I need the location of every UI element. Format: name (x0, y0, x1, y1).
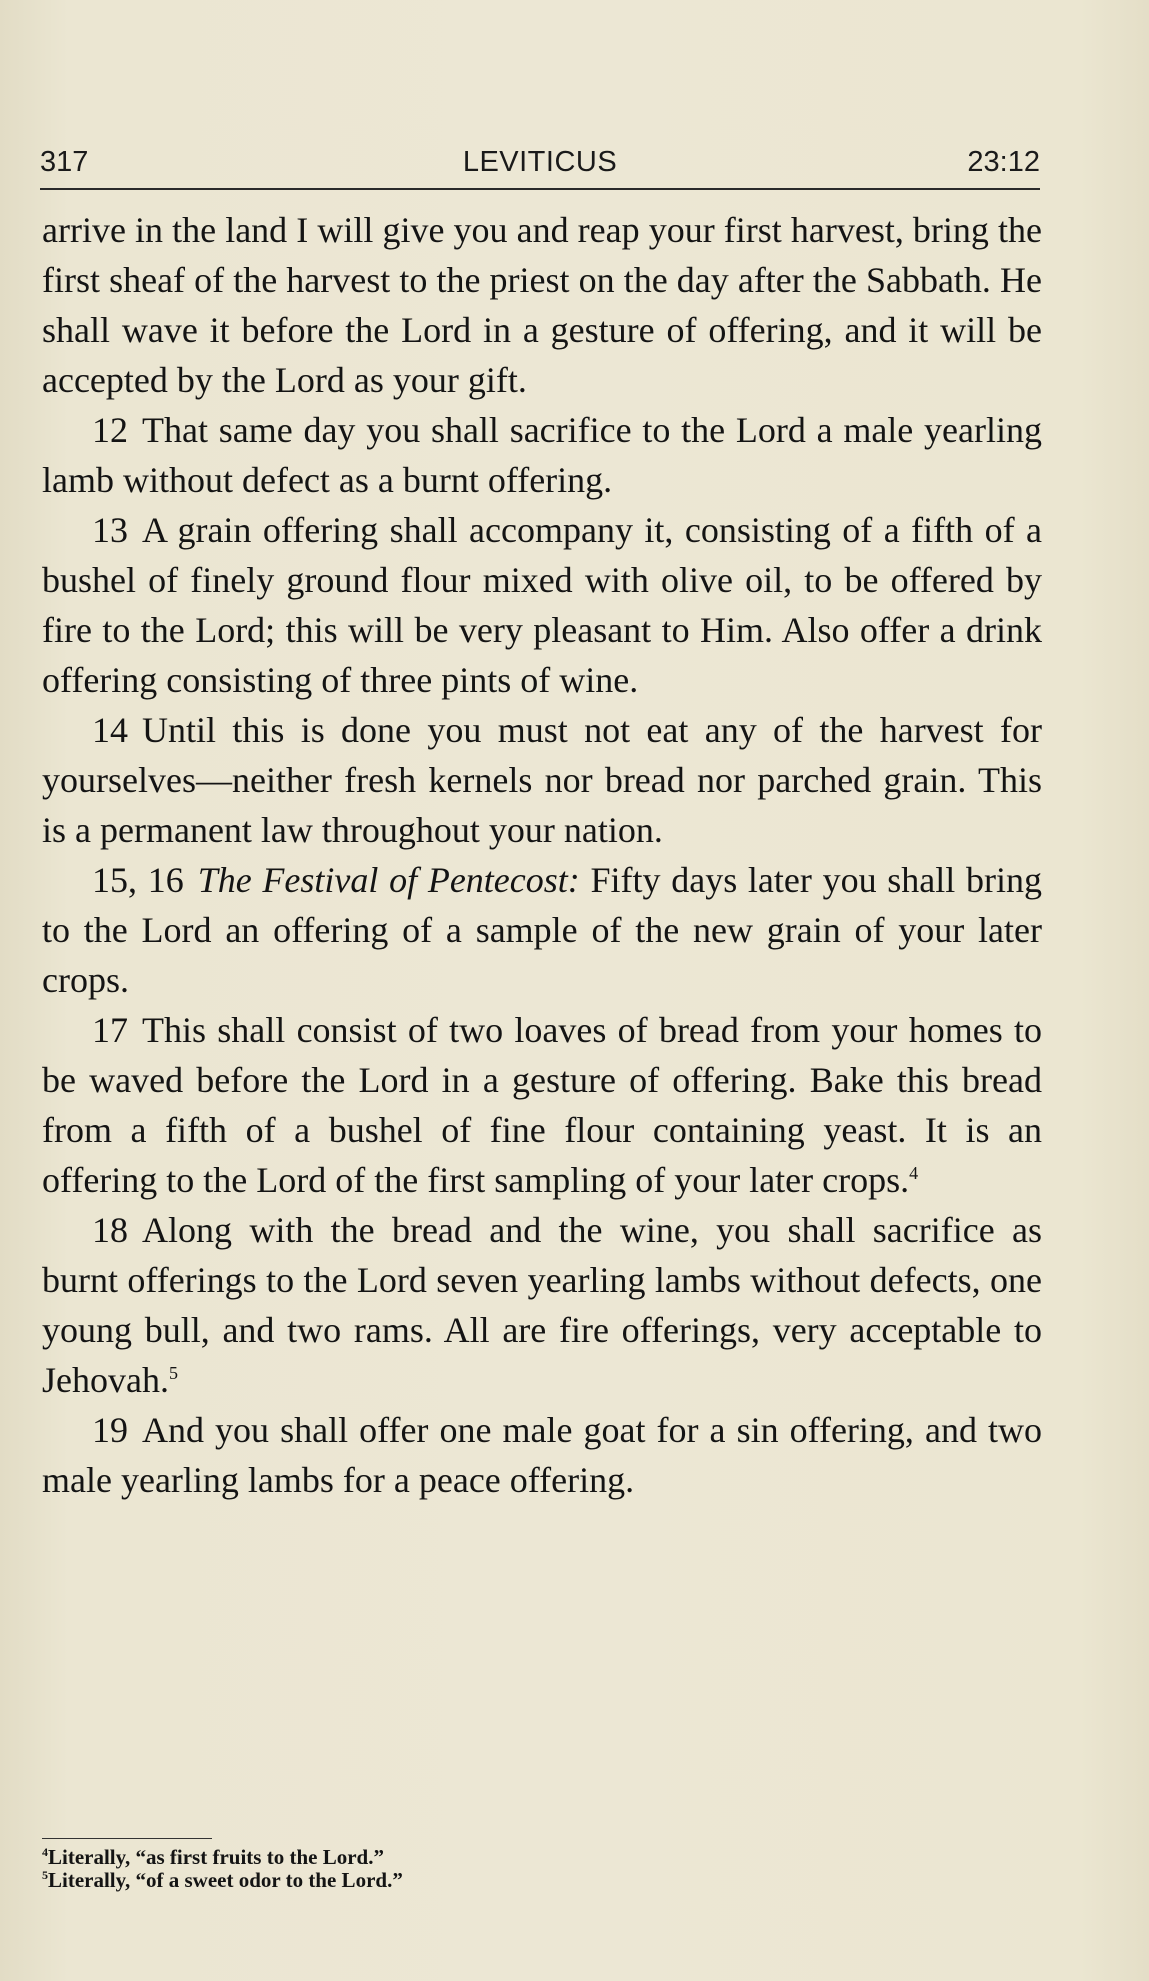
section-heading: The Festival of Pentecost: (197, 860, 580, 900)
verse-number: 13 (92, 510, 128, 550)
verse-14 (42, 705, 1042, 855)
footnote-5 (42, 1869, 942, 1892)
verse-17 (42, 1005, 1042, 1205)
footnote-rule (42, 1838, 212, 1839)
verse-number: 19 (92, 1410, 128, 1450)
verse-text: And you shall offer one male goat for a sin offering, and two male yearling lambs for a peace offering. (42, 1410, 1042, 1500)
continued-paragraph (42, 205, 1042, 405)
footnote-4 (42, 1846, 942, 1869)
footnote-number: 4 (42, 1845, 48, 1859)
footnotes (42, 1846, 942, 1892)
verse-number: 12 (92, 410, 128, 450)
footnote-text: Literally, “of a sweet odor to the Lord.” (48, 1868, 403, 1892)
page-number: 317 (40, 146, 89, 178)
verse-19 (42, 1405, 1042, 1505)
verse-text: Fifty days later you shall bring to the Lord an offering of a sample of the new grain of your later crops. (42, 860, 1042, 1000)
verse-13 (42, 505, 1042, 705)
verse-text: Until this is done you must not eat any of the harvest for yourselves—neither fresh kernels nor bread nor parched grain. This is a permanent law throughout your nation. (42, 710, 1042, 850)
verse-number: 14 (92, 710, 128, 750)
footnote-marker[interactable]: 5 (168, 1363, 178, 1383)
verse-text: Along with the bread and the wine, you shall sacrifice as burnt offerings to the Lord seven yearling lambs without defects, one young bull, and two rams. All are fire offerings, very acceptable to Jehovah. (42, 1210, 1042, 1400)
verse-number: 18 (92, 1210, 128, 1250)
footnote-marker[interactable]: 4 (909, 1163, 919, 1183)
verse-text: A grain offering shall accompany it, consisting of a fifth of a bushel of finely ground flour mixed with olive oil, to be offered by fire to the Lord; this will be very pleasant to Him. Also offer a drink offering consisting of three pints of wine. (42, 510, 1042, 700)
verse-number: 17 (92, 1010, 128, 1050)
verse-text: That same day you shall sacrifice to the Lord a male yearling lamb without defect as a burnt offering. (42, 410, 1042, 500)
verse-text: This shall consist of two loaves of bread from your homes to be waved before the Lord in a gesture of offering. Bake this bread from a fifth of a bushel of fine flour containing yeast. It is an offering to the Lord of the first sampling of your later crops. (42, 1010, 1042, 1200)
chapter-reference: 23:12 (967, 146, 1040, 178)
verse-12 (42, 405, 1042, 505)
running-header (40, 146, 1040, 186)
scripture-text (42, 205, 1042, 1505)
header-rule (40, 188, 1040, 190)
footnote-number: 5 (42, 1868, 48, 1882)
book-title: LEVITICUS (462, 146, 618, 178)
continued-text: arrive in the land I will give you and reap your first harvest, bring the first sheaf of the harvest to the priest on the day after the Sabbath. He shall wave it before the Lord in a gesture of offering, and it will be accepted by the Lord as your gift. (42, 210, 1042, 400)
verse-number: 15, 16 (92, 860, 184, 900)
footnote-text: Literally, “as first fruits to the Lord.” (48, 1845, 384, 1869)
verse-18 (42, 1205, 1042, 1405)
verse-15-16 (42, 855, 1042, 1005)
